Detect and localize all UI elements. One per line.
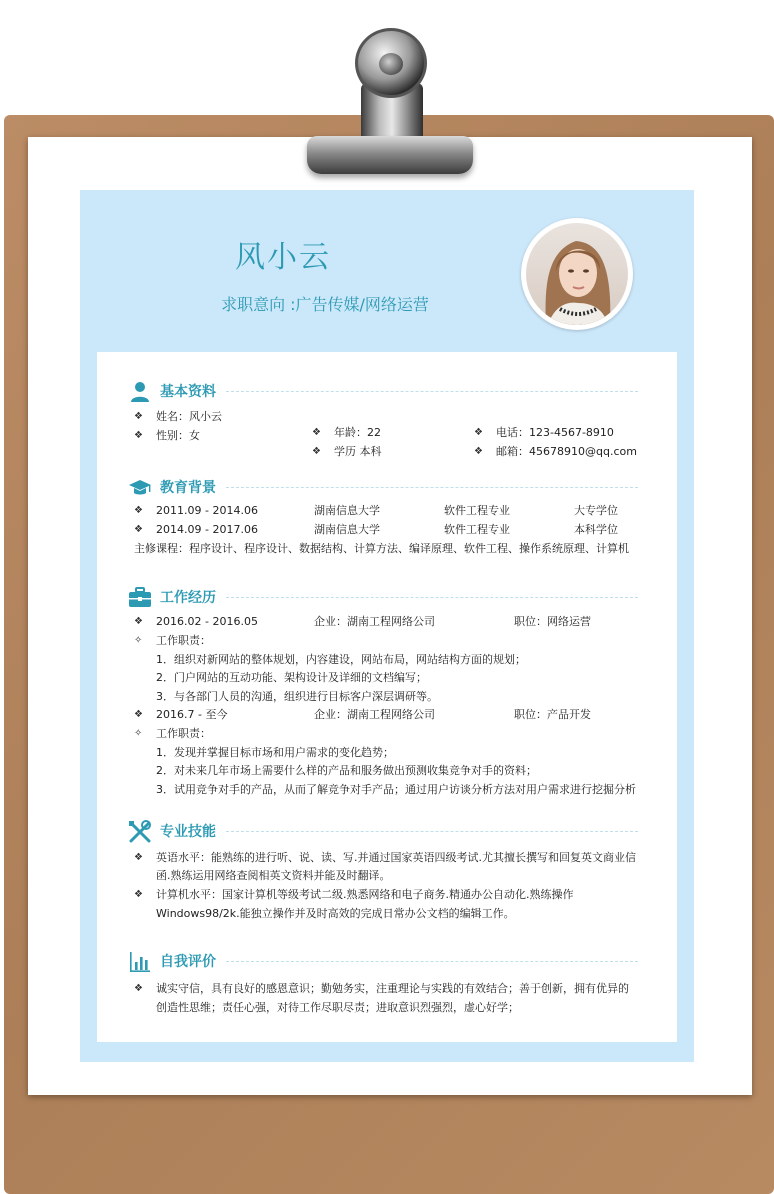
basic-age: 年龄：22 — [334, 426, 381, 439]
skill-english-cont: 函.熟练运用网络查阅相英文资料并能及时翻译。 — [156, 869, 391, 882]
clip-base — [307, 136, 473, 174]
section-edu-title: 教育背景 — [160, 480, 216, 496]
job-duty: 3．与各部门人员的沟通，组织进行目标客户深层调研等。 — [156, 690, 438, 703]
bullet: ❖ — [134, 524, 143, 535]
bullet: ✧ — [134, 728, 143, 739]
job-intent: 求职意向 :广告传媒/网络运营 — [221, 295, 429, 314]
bullet: ❖ — [134, 616, 143, 627]
bullet: ✧ — [134, 635, 143, 646]
briefcase-icon — [128, 586, 152, 610]
bullet: ❖ — [134, 430, 143, 441]
bullet: ❖ — [312, 427, 321, 438]
section-divider — [226, 487, 638, 488]
skill-computer-cont: Windows98/2k.能独立操作并及时高效的完成日常办公文档的编辑工作。 — [156, 907, 515, 920]
edu-school: 湖南信息大学 — [314, 523, 380, 536]
edu-period: 2011.09 - 2014.06 — [156, 504, 258, 517]
section-self-title: 自我评价 — [160, 954, 216, 970]
clip-ring — [355, 28, 427, 98]
binder-clip — [305, 28, 475, 178]
section-work-title: 工作经历 — [160, 590, 216, 606]
candidate-name: 风小云 — [235, 240, 331, 275]
bullet: ❖ — [134, 889, 143, 900]
basic-phone: 电话：123-4567-8910 — [496, 426, 614, 439]
bullet: ❖ — [134, 505, 143, 516]
job-position: 职位：产品开发 — [514, 708, 591, 721]
job-period: 2016.02 - 2016.05 — [156, 615, 258, 628]
person-icon — [128, 380, 152, 404]
section-self-header — [128, 950, 638, 974]
graduation-cap-icon — [128, 476, 152, 500]
edu-courses: 主修课程：程序设计、程序设计、数据结构、计算方法、编译原理、软件工程、操作系统原理、计算机 — [134, 542, 629, 555]
job-duty-label: 工作职责： — [156, 634, 211, 647]
section-edu-header — [128, 476, 638, 500]
bullet: ❖ — [312, 446, 321, 457]
basic-education: 学历 本科 — [334, 445, 382, 458]
job-company: 企业：湖南工程网络公司 — [314, 708, 435, 721]
edu-major: 软件工程专业 — [444, 504, 510, 517]
section-basic-header — [128, 380, 638, 404]
job-period: 2016.7 - 至今 — [156, 708, 228, 721]
job-duty: 2．门户网站的互动功能、架构设计及详细的文档编写； — [156, 671, 427, 684]
basic-gender: 性别：女 — [156, 429, 200, 442]
job-duty-label: 工作职责： — [156, 727, 211, 740]
section-work-header — [128, 586, 638, 610]
section-basic-title: 基本资料 — [160, 384, 216, 400]
bullet: ❖ — [474, 427, 483, 438]
edu-degree: 大专学位 — [574, 504, 618, 517]
basic-name: 姓名：风小云 — [156, 410, 222, 423]
bullet: ❖ — [134, 411, 143, 422]
job-company: 企业：湖南工程网络公司 — [314, 615, 435, 628]
bullet: ❖ — [474, 446, 483, 457]
tools-icon — [128, 820, 152, 844]
section-skills-header — [128, 820, 638, 844]
edu-period: 2014.09 - 2017.06 — [156, 523, 258, 536]
edu-school: 湖南信息大学 — [314, 504, 380, 517]
avatar-photo — [526, 223, 628, 325]
bullet: ❖ — [134, 852, 143, 863]
section-divider — [226, 391, 638, 392]
skill-english: 英语水平：能熟练的进行听、说、读、写.并通过国家英语四级考试.尤其擅长撰写和回复英文商业信 — [156, 851, 636, 864]
edu-major: 软件工程专业 — [444, 523, 510, 536]
section-skills-title: 专业技能 — [160, 824, 216, 840]
bar-chart-icon — [128, 950, 152, 974]
job-duty: 1．发现并掌握目标市场和用户需求的变化趋势； — [156, 746, 394, 759]
job-duty: 2．对未来几年市场上需要什么样的产品和服务做出预测收集竞争对手的资料； — [156, 764, 537, 777]
job-position: 职位：网络运营 — [514, 615, 591, 628]
edu-degree: 本科学位 — [574, 523, 618, 536]
job-duty: 3．试用竞争对手的产品，从而了解竞争对手产品；通过用户访谈分析方法对用户需求进行挖掘分析 — [156, 783, 636, 796]
bullet: ❖ — [134, 709, 143, 720]
self-eval: 诚实守信，具有良好的感恩意识；勤勉务实，注重理论与实践的有效结合；善于创新，拥有优异的 — [156, 982, 629, 995]
section-divider — [226, 597, 638, 598]
avatar — [521, 218, 633, 330]
section-divider — [226, 961, 638, 962]
bullet: ❖ — [134, 983, 143, 994]
self-eval-cont: 创造性思维；责任心强，对待工作尽职尽责；进取意识烈强烈，虚心好学； — [156, 1001, 519, 1014]
job-duty: 1．组织对新网站的整体规划，内容建设，网站布局，网站结构方面的规划； — [156, 653, 526, 666]
section-divider — [226, 831, 638, 832]
basic-email: 邮箱：45678910@qq.com — [496, 445, 637, 458]
skill-computer: 计算机水平：国家计算机等级考试二级.熟悉网络和电子商务.精通办公自动化.熟练操作 — [156, 888, 574, 901]
